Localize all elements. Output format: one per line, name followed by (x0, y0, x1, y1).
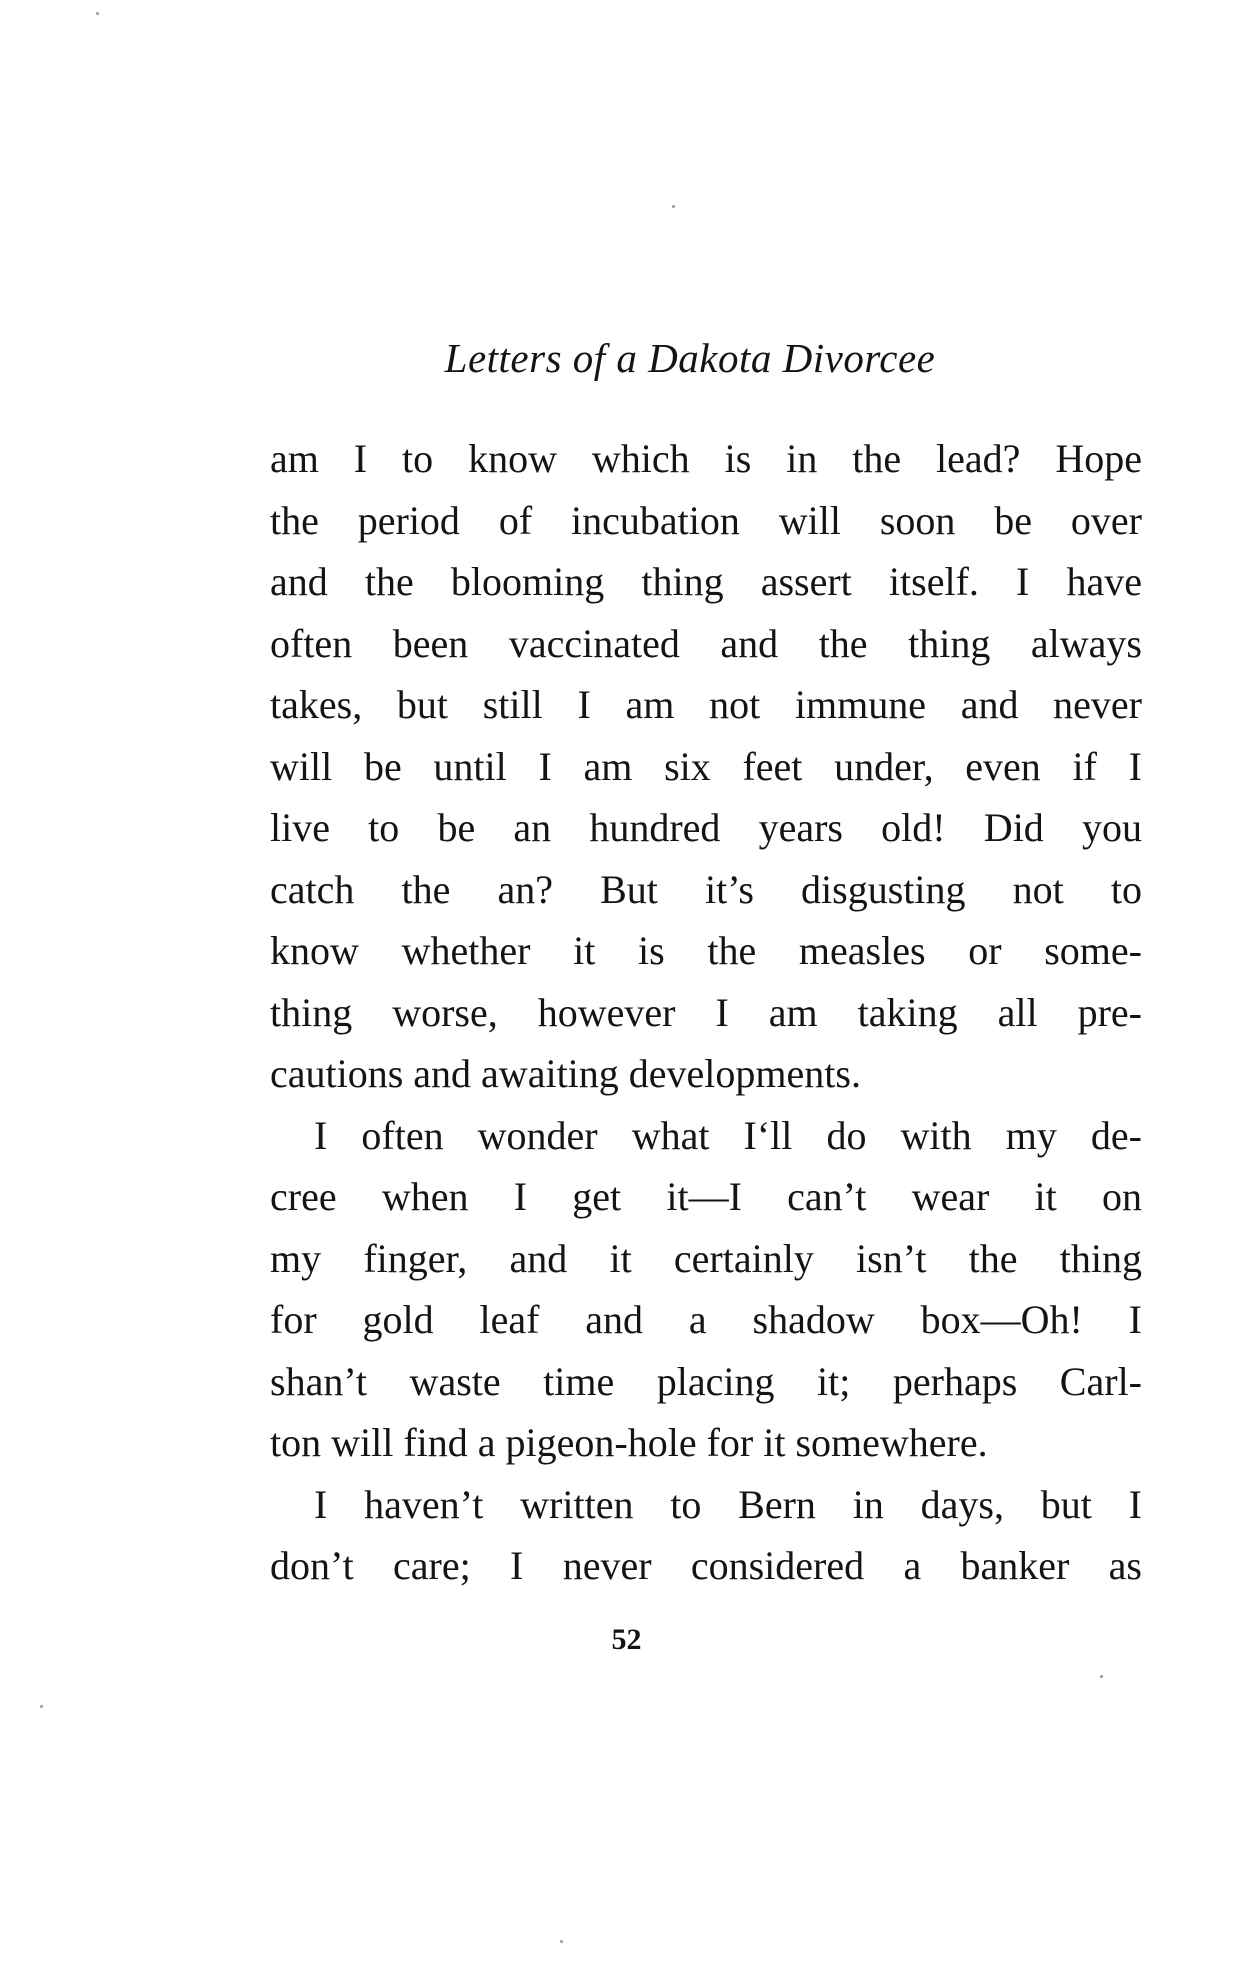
text-line: and the blooming thing assert itself. I have (270, 559, 1142, 604)
text-line: for gold leaf and a shadow box—Oh! I (270, 1297, 1142, 1342)
running-head: Letters of a Dakota Divorcee (444, 335, 936, 381)
scan-speck (672, 205, 675, 208)
text-line: catch the an? But it’s disgusting not to (270, 866, 1142, 912)
scan-speck (40, 1705, 43, 1708)
text-line: cautions and awaiting developments. (270, 1051, 861, 1096)
scan-speck (1100, 1675, 1103, 1678)
text-line: ton will find a pigeon-hole for it somewhere. (270, 1420, 988, 1465)
text-line: the period of incubation will soon be over (270, 497, 1142, 543)
page-number: 52 (611, 1623, 642, 1656)
scan-speck (560, 1940, 563, 1943)
body-text (270, 428, 1142, 1597)
text-line: my finger, and it certainly isn’t the thing (270, 1235, 1142, 1281)
text-line: often been vaccinated and the thing always (270, 620, 1142, 666)
text-line: don’t care; I never considered a banker as (270, 1543, 1142, 1588)
text-line: know whether it is the measles or some- (270, 928, 1142, 973)
text-line: I often wonder what I‘ll do with my de- (314, 1112, 1142, 1158)
scan-speck (96, 12, 99, 15)
text-line: cree when I get it—I can’t wear it on (270, 1174, 1142, 1219)
text-line: am I to know which is in the lead? Hope (270, 436, 1142, 481)
text-line: I haven’t written to Bern in days, but I (314, 1481, 1142, 1527)
text-line: thing worse, however I am taking all pre- (270, 989, 1142, 1035)
text-line: will be until I am six feet under, even if I (270, 743, 1142, 789)
text-line: takes, but still I am not immune and never (270, 682, 1142, 727)
text-line: shan’t waste time placing it; perhaps Carl- (270, 1358, 1142, 1404)
text-line: live to be an hundred years old! Did you (270, 805, 1142, 850)
